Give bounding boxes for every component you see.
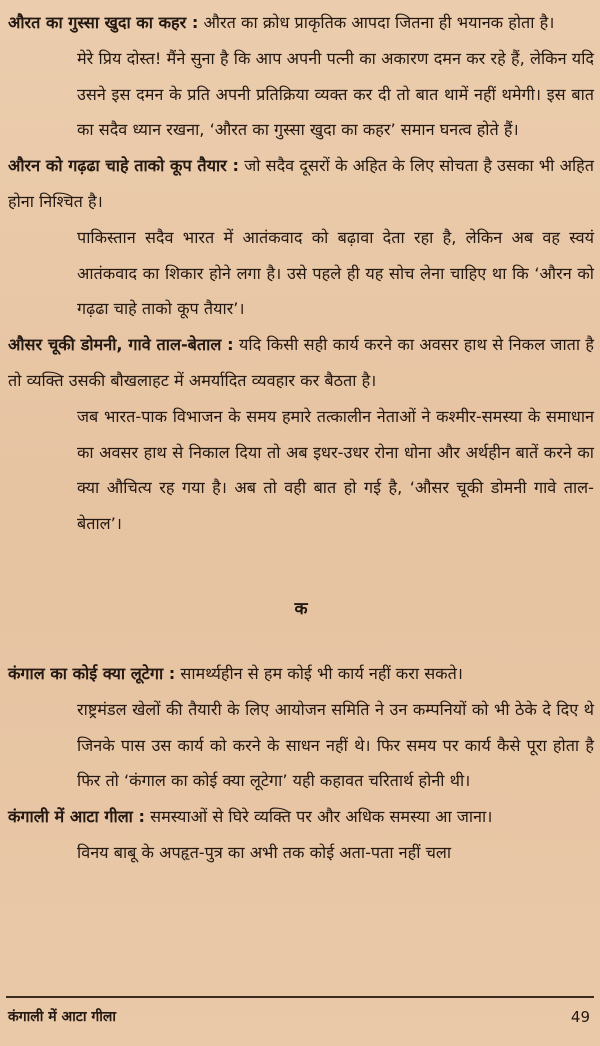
page-content <box>8 5 594 871</box>
meaning: यदि किसी सही कार्य करने का अवसर हाथ से निकल जाता है तो व्यक्ति उसकी बौखलाहट में अमर्यादित व्यवहार कर बैठता है। <box>8 335 594 390</box>
meaning: जो सदैव दूसरों के अहित के लिए सोचता है उसका भी अहित होना निश्चित है। <box>8 156 594 211</box>
page-number: 49 <box>570 1008 590 1026</box>
usage-example: जब भारत-पाक विभाजन के समय हमारे तत्कालीन नेताओं ने कश्मीर-समस्या के समाधान का अवसर हाथ से निकाल दिया तो अब इधर-उधर रोना धोना और अर्थहीन बातें करने का क्या औचित्य रह गया है। अब तो वही बात हो गई है, ‘औसर चूकी डोमनी गावे ताल-बेताल’। <box>77 406 594 534</box>
running-head: कंगाली में आटा गीला <box>8 1009 116 1025</box>
dictionary-entry <box>8 5 594 148</box>
headword: औसर चूकी डोमनी, गावे ताल-बेताल : <box>8 335 234 355</box>
headword: कंगाल का कोई क्या लूटेगा : <box>8 663 176 683</box>
headword: कंगाली में आटा गीला : <box>8 807 145 827</box>
usage-example: विनय बाबू के अपहृत-पुत्र का अभी तक कोई अता-पता नहीं चला <box>77 842 452 862</box>
entry-definition <box>8 656 594 692</box>
meaning: औरत का क्रोध प्राकृतिक आपदा जितना ही भयानक होता है। <box>203 13 555 32</box>
dictionary-entry <box>8 656 594 799</box>
entry-definition <box>8 5 594 41</box>
footer-rule <box>6 996 594 998</box>
entries-bottom <box>8 656 594 871</box>
entry-definition <box>8 799 594 835</box>
usage-example: मेरे प्रिय दोस्त! मैंने सुना है कि आप अपनी पत्नी का अकारण दमन कर रहे हैं, लेकिन यदि उसने इस दमन के प्रति अपनी प्रतिक्रिया व्यक्त कर दी तो बात थामें नहीं थमेगी। इस बात का सदैव ध्यान रखना, ‘औरत का गुस्सा खुदा का कहर’ समान घनत्व होते हैं। <box>77 48 594 140</box>
entry-definition <box>8 148 594 220</box>
section-letter: क <box>294 598 308 619</box>
dictionary-entry <box>8 327 594 542</box>
meaning: समस्याओं से घिरे व्यक्ति पर और अधिक समस्या आ जाना। <box>150 807 493 827</box>
usage-example: पाकिस्तान सदैव भारत में आतंकवाद को बढ़ावा देता रहा है, लेकिन अब वह स्वयं आतंकवाद का शिकार होने लगा है। उसे पहले ही यह सोच लेना चाहिए था कि ‘औरन को गढ़ढा चाहे ताको कूप तैयार’। <box>77 227 594 319</box>
headword: औरत का गुस्सा खुदा का कहर : <box>8 13 199 32</box>
dictionary-entry <box>8 148 594 327</box>
dictionary-entry <box>8 799 594 871</box>
entries-top <box>8 5 594 542</box>
meaning: सामर्थ्यहीन से हम कोई भी कार्य नहीं करा सकते। <box>180 663 463 683</box>
page-footer <box>8 1003 590 1031</box>
entry-definition <box>8 327 594 399</box>
usage-example: राष्ट्रमंडल खेलों की तैयारी के लिए आयोजन समिति ने उन कम्पनियों को भी ठेके दे दिए थे जिनके पास उस कार्य को करने के साधन नहीं थे। फिर समय पर कार्य कैसे पूरा होता है फिर तो ‘कंगाल का कोई क्या लूटेगा’ यही कहावत चरितार्थ होनी थी। <box>77 699 594 791</box>
headword: औरन को गढ़ढा चाहे ताको कूप तैयार : <box>8 156 239 176</box>
